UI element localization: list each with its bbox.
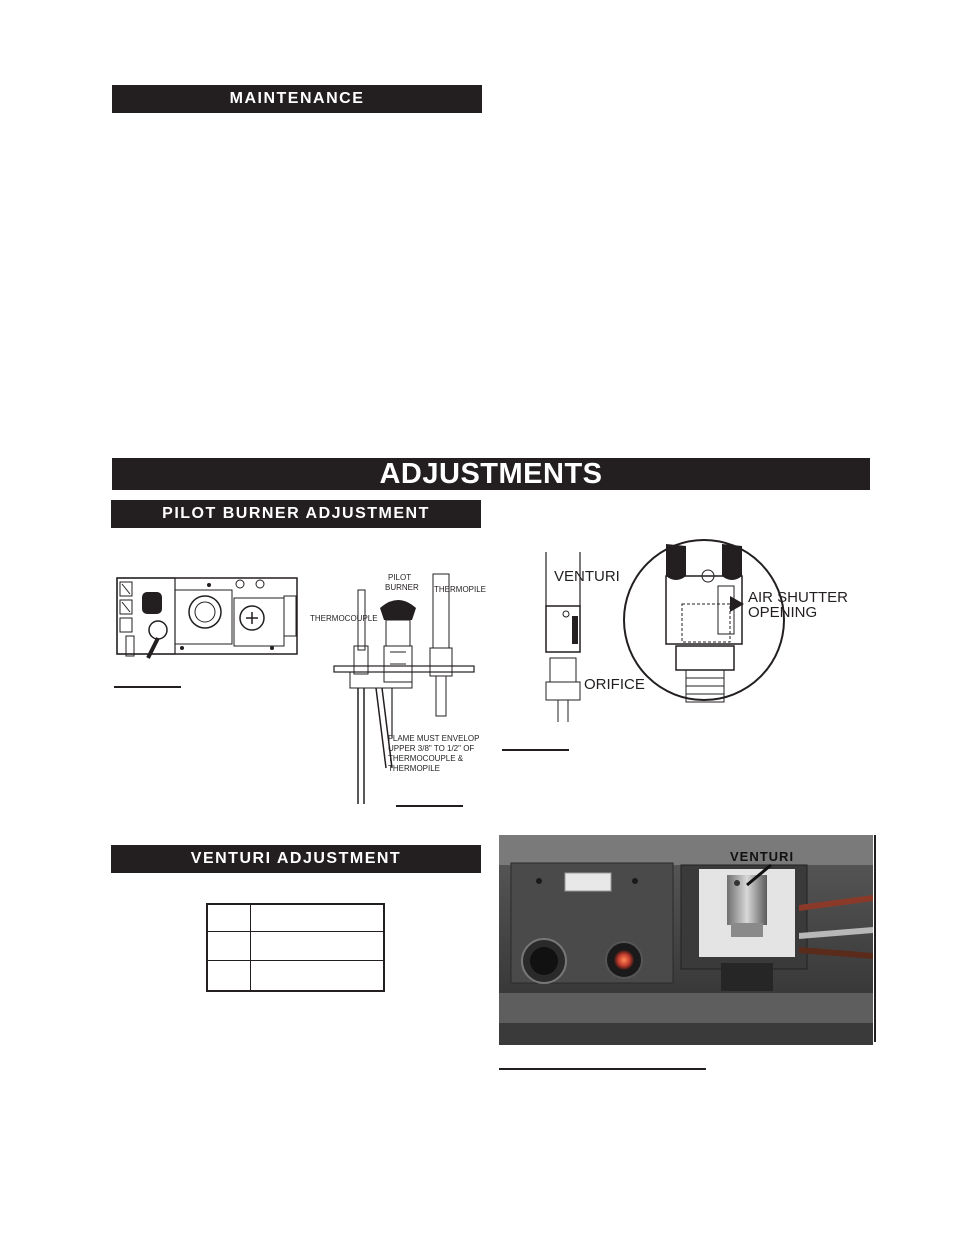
table-cell bbox=[207, 960, 251, 991]
venturi-adjustment-heading: VENTURI ADJUSTMENT bbox=[111, 845, 481, 873]
maintenance-heading: MAINTENANCE bbox=[112, 85, 482, 113]
table-cell bbox=[207, 931, 251, 960]
orifice-label: ORIFICE bbox=[584, 676, 645, 693]
pilot-label: PILOT bbox=[388, 573, 412, 582]
flame-note-line-3: THERMOCOUPLE & bbox=[388, 754, 464, 763]
venturi-photo bbox=[499, 835, 877, 1045]
burner-label: BURNER bbox=[385, 583, 419, 592]
flame-note-line-1: FLAME MUST ENVELOP bbox=[388, 734, 480, 743]
thermocouple-label: THERMOCOUPLE bbox=[310, 614, 378, 623]
adjustments-heading: ADJUSTMENTS bbox=[112, 458, 870, 490]
table-cell bbox=[251, 960, 385, 991]
venturi-orifice-diagram bbox=[536, 534, 856, 724]
venturi-photo-label: VENTURI bbox=[730, 849, 795, 864]
venturi-drawing-label: VENTURI bbox=[554, 568, 620, 585]
opening-label: OPENING bbox=[748, 604, 818, 621]
pilot-burner-adjustment-heading: PILOT BURNER ADJUSTMENT bbox=[111, 500, 481, 528]
venturi-table bbox=[206, 903, 385, 992]
table-cell bbox=[251, 904, 385, 931]
figure-caption-rule bbox=[396, 805, 463, 807]
table-cell bbox=[251, 931, 385, 960]
gas-valve-diagram bbox=[112, 572, 304, 664]
figure-caption-rule bbox=[114, 686, 181, 688]
table-cell bbox=[207, 904, 251, 931]
flame-note-line-2: UPPER 3/8" TO 1/2" OF bbox=[388, 744, 475, 753]
figure-caption-rule bbox=[502, 749, 569, 751]
figure-caption-rule bbox=[499, 1068, 706, 1070]
air-shutter-label: AIR SHUTTER bbox=[748, 589, 849, 606]
flame-note-line-4: THERMOPILE bbox=[388, 764, 441, 773]
thermopile-label: THERMOPILE bbox=[434, 585, 487, 594]
pilot-assembly-diagram bbox=[306, 568, 490, 808]
photo-edge-rule bbox=[874, 835, 876, 1042]
